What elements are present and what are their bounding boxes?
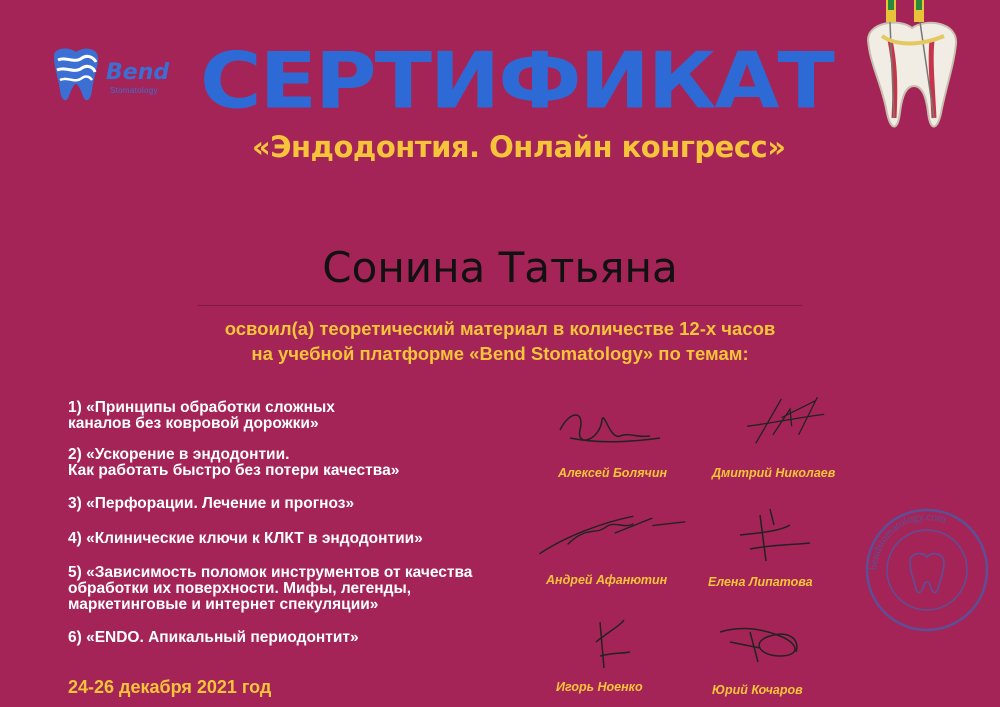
topic-3 xyxy=(68,496,354,512)
topic-6 xyxy=(68,630,359,646)
stamp-text: bendstomatology.com xyxy=(867,510,948,571)
topic-5 xyxy=(68,565,472,613)
signature-1 xyxy=(540,400,700,460)
logo-subtext: Stomatology xyxy=(110,86,158,95)
tooth-illustration xyxy=(850,0,980,140)
topic-2 xyxy=(68,447,399,479)
certificate-title: СЕРТИФИКАТ xyxy=(200,35,833,126)
topic-1-line-2: каналов без ковровой дорожки» xyxy=(68,415,319,432)
topic-2-line-2: Как работать быстро без потери качества» xyxy=(68,462,400,479)
description-line-1: освоил(а) теоретический материал в количестве 12-х часов xyxy=(224,318,776,339)
tooth-endo-icon xyxy=(850,0,980,140)
signatory-2-name: Дмитрий Николаев xyxy=(712,466,836,480)
topic-2-line-1: 2) «Ускорение в эндодонтии. xyxy=(68,446,290,463)
topic-5-line-1: 5) «Зависимость поломок инструментов от качества xyxy=(68,564,473,581)
topic-3-line-1: 3) «Перфорации. Лечение и прогноз» xyxy=(68,495,355,512)
signature-6 xyxy=(700,612,860,672)
tooth-logo-icon xyxy=(48,46,104,106)
signature-4 xyxy=(710,505,870,565)
topic-5-line-3: маркетинговые и интернет спекуляции» xyxy=(68,596,379,613)
signatory-5-name: Игорь Ноенко xyxy=(556,680,643,694)
topic-1-line-1: 1) «Принципы обработки сложных xyxy=(68,399,335,416)
signature-2 xyxy=(710,392,870,452)
signatory-3-name: Андрей Афанютин xyxy=(546,573,668,587)
signature-3 xyxy=(530,505,690,565)
signatory-6-name: Юрий Кочаров xyxy=(712,683,803,697)
topic-6-line-1: 6) «ENDO. Апикальный периодонтит» xyxy=(68,629,359,646)
description-line-2: на учебной платформе «Bend Stomatology» по темам: xyxy=(251,343,749,364)
recipient-name: Сонина Татьяна xyxy=(322,243,678,292)
name-underline xyxy=(198,305,802,306)
event-subtitle: «Эндодонтия. Онлайн конгресс» xyxy=(252,130,786,164)
signatory-1-name: Алексей Болячин xyxy=(558,466,668,480)
signatory-4-name: Елена Липатова xyxy=(708,575,813,589)
logo-wordmark: Bend xyxy=(106,60,170,85)
company-stamp xyxy=(862,505,992,635)
topic-5-line-2: обработки их поверхности. Мифы, легенды, xyxy=(68,580,411,597)
svg-text:bendstomatology.com xyxy=(868,511,948,570)
signature-5 xyxy=(560,612,720,672)
topic-1 xyxy=(68,400,335,432)
topic-4-line-1: 4) «Клинические ключи к КЛКТ в эндодонтии» xyxy=(68,530,423,547)
event-date: 24-26 декабря 2021 год xyxy=(68,677,272,697)
topic-4 xyxy=(68,531,423,547)
